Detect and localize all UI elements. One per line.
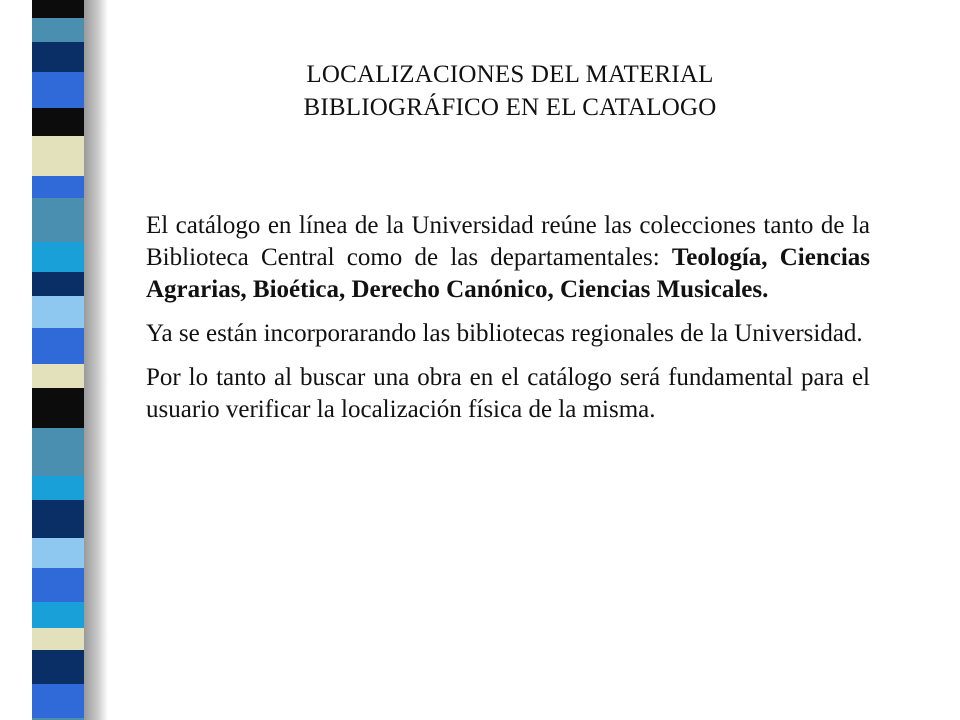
stripe-block <box>32 500 84 538</box>
stripe-block <box>32 0 84 18</box>
stripe-block <box>32 136 84 176</box>
stripe-block <box>32 568 84 602</box>
stripe-block <box>32 684 84 718</box>
stripe-block <box>32 328 84 364</box>
stripe-block <box>32 198 84 242</box>
paragraph-1-bold-list: Teología, Ciencias Agrarias, Bioética, Derecho Canónico, Ciencias Musicales. <box>146 244 870 303</box>
stripe-block <box>32 650 84 684</box>
stripe-block <box>32 272 84 296</box>
stripe-block <box>32 242 84 272</box>
paragraph-1 <box>146 210 870 306</box>
slide-body <box>146 210 870 438</box>
stripe-block <box>32 364 84 388</box>
slide-title <box>150 58 870 124</box>
decorative-stripe-bar <box>0 0 108 720</box>
paragraph-2: Ya se están incorporarando las bibliotecas regionales de la Universidad. <box>146 320 863 347</box>
stripe-block <box>32 476 84 500</box>
paragraph-1-text: El catálogo en línea de la Universidad reúne las colecciones tanto de la Biblioteca Central como de las departamentales: <box>146 212 870 271</box>
stripe-block <box>32 72 84 108</box>
title-line-2: BIBLIOGRÁFICO EN EL CATALOGO <box>303 94 717 121</box>
stripe-block <box>32 108 84 136</box>
stripe-block <box>32 538 84 568</box>
stripe-block <box>32 628 84 650</box>
paragraph-3: Por lo tanto al buscar una obra en el catálogo será fundamental para el usuario verificar la localización física de la misma. <box>146 364 870 423</box>
title-line-1: LOCALIZACIONES DEL MATERIAL <box>306 61 714 88</box>
stripe-block <box>32 602 84 628</box>
stripe-block <box>32 388 84 428</box>
stripe-block <box>32 296 84 328</box>
stripe-block <box>32 176 84 198</box>
stripe-column <box>32 0 84 720</box>
stripe-shadow <box>84 0 108 720</box>
stripe-block <box>32 42 84 72</box>
stripe-block <box>32 18 84 42</box>
stripe-block <box>32 428 84 476</box>
